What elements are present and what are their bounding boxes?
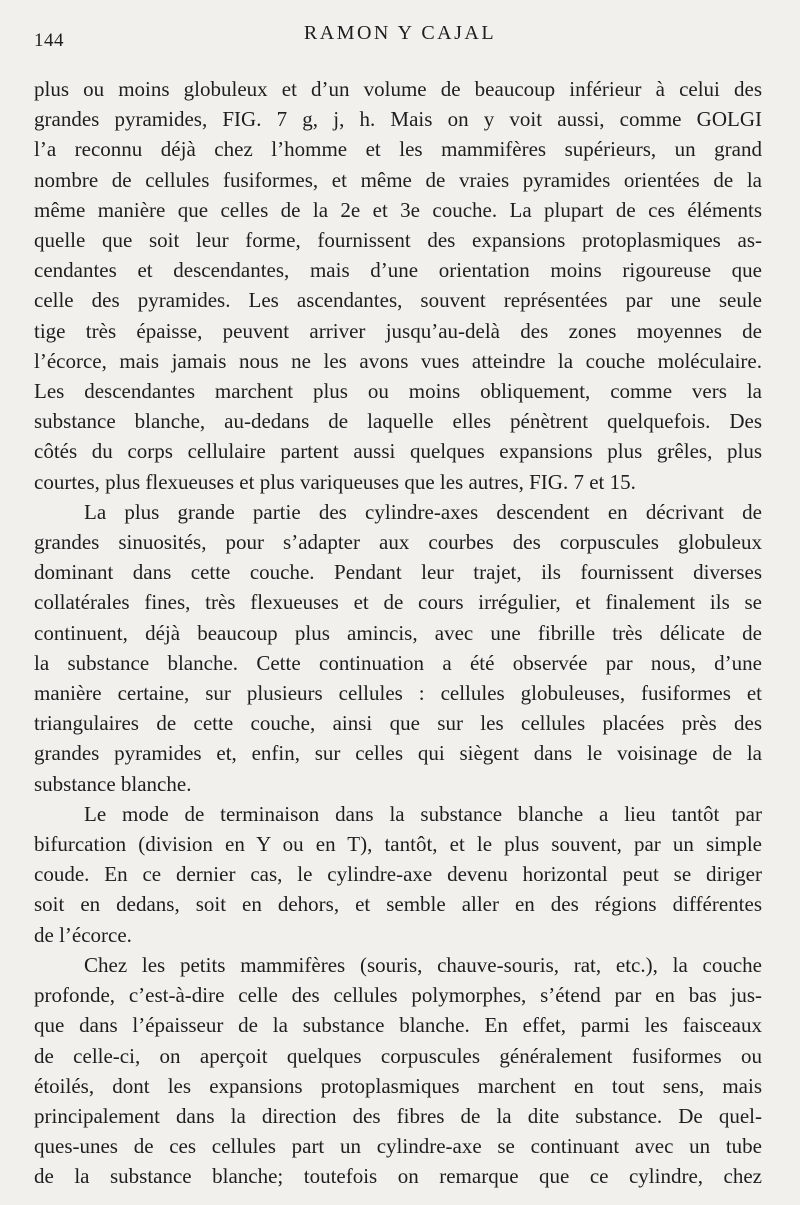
text-line: soit en dedans, soit en dehors, et semble aller en des régions différentes: [34, 892, 762, 917]
text-line: plus ou moins globuleux et d’un volume de beaucoup inférieur à celui des: [34, 77, 762, 101]
text-line: substance blanche, au-dedans de laquelle elles pénètrent quelquefois. Des: [34, 409, 762, 434]
text-line: de l’écorce.: [34, 922, 132, 947]
text-line: coude. En ce dernier cas, le cylindre-axe devenu horizontal peut se diriger: [34, 862, 762, 887]
text-line: que dans l’épaisseur de la substance blanche. En effet, parmi les faisceaux: [34, 1013, 762, 1038]
text-line: grandes pyramides et, enfin, sur celles qui siègent dans le voisinage de la: [34, 741, 762, 766]
text-line: La plus grande partie des cylindre-axes descendent en décrivant de: [84, 499, 762, 524]
text-line: nombre de cellules fusiformes, et même de vraies pyramides orientées de la: [34, 167, 762, 192]
text-line: étoilés, dont les expansions protoplasmiques marchent en tout sens, mais: [34, 1073, 762, 1098]
text-line: continuent, déjà beaucoup plus amincis, avec une fibrille très délicate de: [34, 620, 762, 645]
body-text: [34, 74, 762, 1192]
text-line: grandes pyramides, FIG. 7 g, j, h. Mais on y voit aussi, comme GOLGI: [34, 107, 762, 132]
text-line: collatérales fines, très flexueuses et de cours irrégulier, et finalement ils se: [34, 590, 762, 615]
text-line: tige très épaisse, peuvent arriver jusqu’au-delà des zones moyennes de: [34, 318, 762, 343]
text-line: manière certaine, sur plusieurs cellules : cellules globuleuses, fusiformes et: [34, 681, 762, 706]
text-line: Les descendantes marchent plus ou moins obliquement, comme vers la: [34, 379, 762, 404]
text-line: côtés du corps cellulaire partent aussi quelques expansions plus grêles, plus: [34, 439, 762, 464]
running-head: RAMON Y CAJAL: [303, 22, 497, 44]
text-line: de la substance blanche; toutefois on remarque que ce cylindre, chez: [34, 1164, 762, 1189]
text-line: la substance blanche. Cette continuation a été observée par nous, d’une: [34, 650, 762, 675]
text-line: principalement dans la direction des fibres de la dite substance. De quel-: [34, 1103, 762, 1128]
text-line: l’écorce, mais jamais nous ne les avons vues atteindre la couche moléculaire.: [34, 348, 762, 373]
text-line: de celle-ci, on aperçoit quelques corpuscules généralement fusiformes ou: [34, 1043, 762, 1068]
text-line: substance blanche.: [34, 771, 192, 796]
text-line: cendantes et descendantes, mais d’une orientation moins rigoureuse que: [34, 258, 762, 283]
text-line: Le mode de terminaison dans la substance blanche a lieu tantôt par: [84, 801, 762, 826]
text-line: bifurcation (division en Y ou en T), tantôt, et le plus souvent, par un simple: [34, 832, 762, 857]
text-line: triangulaires de cette couche, ainsi que sur les cellules placées près des: [34, 711, 762, 736]
text-line: même manière que celles de la 2e et 3e couche. La plupart de ces éléments: [34, 197, 762, 222]
text-line: l’a reconnu déjà chez l’homme et les mammifères supérieurs, un grand: [34, 137, 762, 162]
text-line: Chez les petits mammifères (souris, chauve-souris, rat, etc.), la couche: [84, 952, 762, 977]
text-line: ques-unes de ces cellules part un cylindre-axe se continuant avec un tube: [34, 1134, 762, 1159]
text-line: celle des pyramides. Les ascendantes, souvent représentées par une seule: [34, 288, 762, 313]
page-number: 144: [34, 30, 64, 51]
text-line: quelle que soit leur forme, fournissent des expansions protoplasmiques as-: [34, 228, 762, 253]
text-line: dominant dans cette couche. Pendant leur trajet, ils fournissent diverses: [34, 560, 762, 585]
text-line: courtes, plus flexueuses et plus variqueuses que les autres, FIG. 7 et 15.: [34, 469, 636, 494]
text-line: profonde, c’est-à-dire celle des cellules polymorphes, s’étend par en bas jus-: [34, 983, 762, 1008]
text-line: grandes sinuosités, pour s’adapter aux courbes des corpuscules globuleux: [34, 530, 762, 555]
